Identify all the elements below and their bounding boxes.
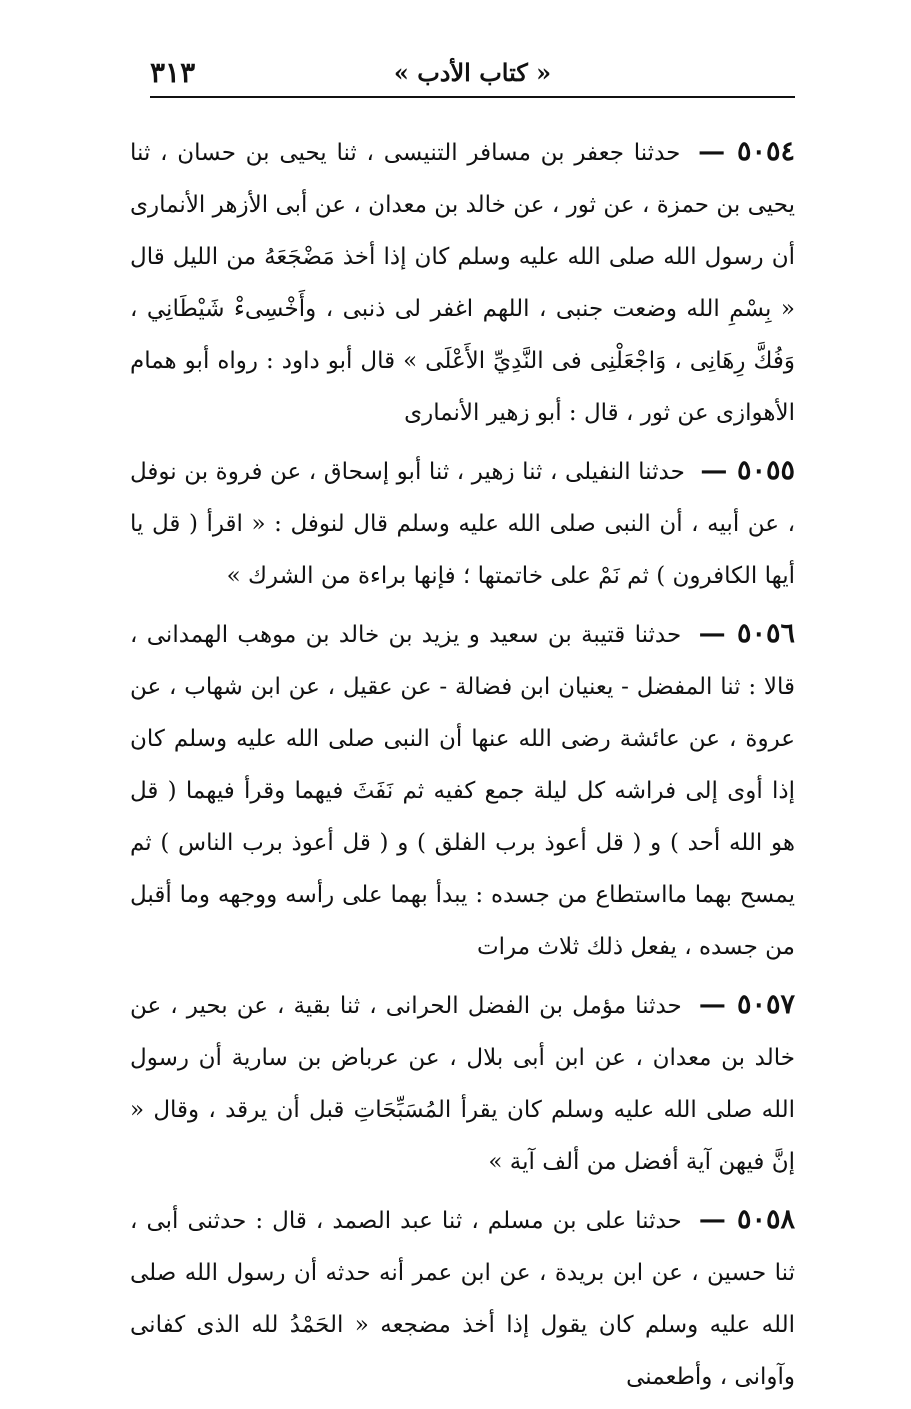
hadith-number: ٥٠٥٤ —: [698, 136, 796, 167]
hadith-number: ٥٠٥٧ —: [698, 989, 795, 1020]
hadith-text: حدثنا النفيلى ، ثنا زهير ، ثنا أبو إسحاق ، عن فروة بن نوفل ، عن أبيه ، أن النبى صلى الله عليه وسلم قال لنوفل : « اقرأ ( قل يا أيها الكافرون ) ثم نَمْ على خاتمتها ؛ فإنها براءة من الشرك »: [130, 459, 795, 589]
page-body: [130, 126, 795, 1409]
hadith-number: ٥٠٥٨ —: [698, 1204, 795, 1235]
hadith-5056: [130, 608, 795, 973]
hadith-text: حدثنا مؤمل بن الفضل الحرانى ، ثنا بقية ، عن بحير ، عن خالد بن معدان ، عن ابن أبى بلال ، عن عرباض بن سارية أن رسول الله صلى الله عليه وسلم كان يقرأ المُسَبِّحَاتِ قبل أن يرقد ، وقال « إنَّ فيهن آية أفضل من ألف آية »: [130, 993, 795, 1175]
hadith-5055: [130, 445, 795, 602]
hadith-5054: [130, 126, 795, 439]
page-header: [150, 48, 795, 98]
header-rule: [150, 96, 795, 98]
hadith-5058: [130, 1194, 795, 1403]
hadith-text: حدثنا على بن مسلم ، ثنا عبد الصمد ، قال : حدثنى أبى ، ثنا حسين ، عن ابن بريدة ، عن ابن عمر أنه حدثه أن رسول الله صلى الله عليه وسلم كان يقول إذا أخذ مضجعه « الحَمْدُ لله الذى كفانى وآوانى ، وأطعمنى: [130, 1208, 795, 1390]
hadith-5057: [130, 979, 795, 1188]
hadith-number: ٥٠٥٥ —: [700, 455, 796, 486]
hadith-text: حدثنا جعفر بن مسافر التنيسى ، ثنا يحيى بن حسان ، ثنا يحيى بن حمزة ، عن ثور ، عن خالد بن معدان ، عن أبى الأزهر الأنمارى أن رسول الله صلى الله عليه وسلم كان إذا أخذ مَضْجَعَهُ من الليل قال « بِسْمِ الله وضعت جنبى ، اللهم اغفر لى ذنبى ، وأَخْسِىءْ شَيْطَانِي ، وَفُكَّ رِهَانِى ، وَاجْعَلْنِى فى النَّدِيِّ الأَعْلَى » قال أبو داود : رواه أبو همام الأهوازى عن ثور ، قال : أبو زهير الأنمارى: [130, 140, 795, 426]
hadith-text: حدثنا قتيبة بن سعيد و يزيد بن خالد بن موهب الهمدانى ، قالا : ثنا المفضل - يعنيان ابن فضالة - عن عقيل ، عن ابن شهاب ، عن عروة ، عن عائشة رضى الله عنها أن النبى صلى الله عليه وسلم كان إذا أوى إلى فراشه كل ليلة جمع كفيه ثم نَفَثَ فيهما وقرأ فيهما ( قل هو الله أحد ) و ( قل أعوذ برب الفلق ) و ( قل أعوذ برب الناس ) ثم يمسح بهما مااستطاع من جسده : يبدأ بهما على رأسه ووجهه وما أقبل من جسده ، يفعل ذلك ثلاث مرات: [130, 622, 795, 960]
hadith-number: ٥٠٥٦ —: [698, 618, 796, 649]
page-number: ٣١٣: [150, 56, 196, 89]
running-title: « كتاب الأدب »: [393, 58, 552, 87]
